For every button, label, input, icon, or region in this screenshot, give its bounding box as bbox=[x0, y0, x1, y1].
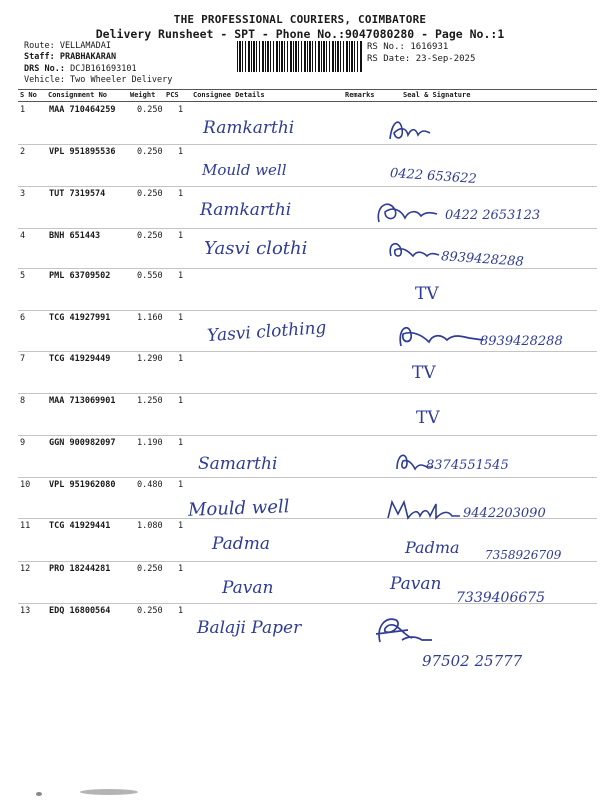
row-weight: 0.480 bbox=[137, 480, 163, 490]
consignee-name: Padma bbox=[212, 534, 270, 554]
signature bbox=[395, 318, 487, 352]
row-pcs: 1 bbox=[178, 231, 184, 241]
row-weight: 0.250 bbox=[137, 564, 163, 574]
col-consignment: Consignment No bbox=[48, 91, 108, 99]
row-sno: 5 bbox=[20, 271, 26, 281]
table-header bbox=[18, 90, 597, 102]
runsheet-table bbox=[18, 89, 597, 785]
drs-value: DCJB161693101 bbox=[70, 64, 137, 74]
row-sno: 10 bbox=[20, 480, 31, 490]
signature bbox=[385, 236, 441, 264]
rs-number: RS No.: 1616931 bbox=[367, 42, 449, 52]
col-weight: Weight bbox=[130, 91, 156, 99]
signature bbox=[384, 496, 462, 524]
ink-dot bbox=[36, 792, 42, 796]
row-consignment: MAA 713069901 bbox=[49, 396, 116, 406]
phone-number: 7339406675 bbox=[456, 590, 546, 606]
row-sno: 1 bbox=[20, 105, 26, 115]
consignee-name: Balaji Paper bbox=[197, 618, 302, 638]
row-consignment: PRO 18244281 bbox=[49, 564, 111, 574]
row-weight: 0.250 bbox=[137, 105, 163, 115]
table-row bbox=[18, 144, 597, 187]
table-row bbox=[18, 102, 597, 145]
consignee-name: Pavan bbox=[222, 578, 274, 598]
row-pcs: 1 bbox=[178, 271, 184, 281]
staff-line bbox=[24, 52, 116, 62]
company-name: THE PROFESSIONAL COURIERS, COIMBATORE bbox=[173, 13, 427, 26]
tv-mark: TV bbox=[412, 363, 436, 383]
row-consignment: MAA 710464259 bbox=[49, 105, 116, 115]
drs-label: DRS No.: bbox=[24, 64, 65, 74]
signature-text: Padma bbox=[405, 538, 460, 557]
vehicle-line: Vehicle: Two Wheeler Delivery bbox=[24, 75, 173, 85]
row-consignment: GGN 900982097 bbox=[49, 438, 116, 448]
row-pcs: 1 bbox=[178, 606, 184, 616]
phone-number: 8374551545 bbox=[426, 458, 509, 473]
row-pcs: 1 bbox=[178, 147, 184, 157]
rs-date: RS Date: 23-Sep-2025 bbox=[367, 54, 476, 64]
phone-number: 8939428288 bbox=[440, 249, 525, 270]
table-row bbox=[18, 393, 597, 436]
signature bbox=[373, 196, 441, 228]
row-weight: 1.160 bbox=[137, 313, 163, 323]
consignee-name: Ramkarthi bbox=[203, 118, 295, 138]
col-remarks: Remarks bbox=[345, 91, 375, 99]
row-consignment: EDQ 16800564 bbox=[49, 606, 111, 616]
row-weight: 0.250 bbox=[137, 606, 163, 616]
phone-number: 0422 2653123 bbox=[445, 208, 541, 223]
table-row bbox=[18, 351, 597, 394]
row-pcs: 1 bbox=[178, 313, 184, 323]
row-pcs: 1 bbox=[178, 564, 184, 574]
phone-number: 0422 653622 bbox=[389, 165, 478, 188]
tv-mark: TV bbox=[416, 408, 440, 428]
route-line: Route: VELLAMADAI bbox=[24, 41, 111, 51]
consignee-name: Samarthi bbox=[198, 454, 278, 474]
consignee-name: Ramkarthi bbox=[200, 200, 292, 220]
row-pcs: 1 bbox=[178, 189, 184, 199]
row-consignment: BNH 651443 bbox=[49, 231, 101, 241]
phone-number: 8939428288 bbox=[480, 334, 563, 349]
row-weight: 1.080 bbox=[137, 521, 163, 531]
signature-text: Pavan bbox=[390, 574, 442, 594]
row-consignment: TCG 41929449 bbox=[49, 354, 111, 364]
staff-label: Staff: bbox=[24, 52, 55, 62]
ink-smudge bbox=[80, 789, 138, 795]
signature bbox=[372, 612, 436, 648]
row-pcs: 1 bbox=[178, 480, 184, 490]
row-weight: 0.250 bbox=[137, 147, 163, 157]
row-pcs: 1 bbox=[178, 438, 184, 448]
phone-number: 9442203090 bbox=[463, 506, 546, 521]
row-consignment: TCG 41927991 bbox=[49, 313, 111, 323]
table-row bbox=[18, 603, 597, 783]
col-seal: Seal & Signature bbox=[403, 91, 471, 99]
row-sno: 13 bbox=[20, 606, 31, 616]
col-sno: S No bbox=[20, 91, 37, 99]
phone-number: 97502 25777 bbox=[422, 652, 523, 670]
row-weight: 1.190 bbox=[137, 438, 163, 448]
consignee-name: Yasvi clothi bbox=[204, 238, 308, 259]
phone-number: 7358926709 bbox=[485, 548, 562, 562]
row-pcs: 1 bbox=[178, 105, 184, 115]
row-sno: 4 bbox=[20, 231, 26, 241]
row-sno: 11 bbox=[20, 521, 31, 531]
col-pcs: PCS bbox=[166, 91, 179, 99]
signature bbox=[386, 115, 438, 145]
row-sno: 8 bbox=[20, 396, 26, 406]
table-row bbox=[18, 268, 597, 311]
row-weight: 1.250 bbox=[137, 396, 163, 406]
row-sno: 3 bbox=[20, 189, 26, 199]
consignee-name: Mould well bbox=[202, 161, 287, 179]
row-weight: 1.290 bbox=[137, 354, 163, 364]
row-consignment: PML 63709502 bbox=[49, 271, 111, 281]
row-consignment: VPL 951895536 bbox=[49, 147, 116, 157]
staff-value: PRABHAKARAN bbox=[59, 52, 117, 62]
runsheet-title: Delivery Runsheet - SPT - Phone No.:9047080280 - Page No.:1 bbox=[95, 27, 505, 41]
drs-line bbox=[24, 64, 137, 74]
row-consignment: TUT 7319574 bbox=[49, 189, 106, 199]
row-weight: 0.550 bbox=[137, 271, 163, 281]
consignee-name: Yasvi clothing bbox=[206, 317, 328, 347]
row-consignment: VPL 951962080 bbox=[49, 480, 116, 490]
row-consignment: TCG 41929441 bbox=[49, 521, 111, 531]
table-row bbox=[18, 435, 597, 478]
col-consignee: Consignee Details bbox=[193, 91, 265, 99]
tv-mark: TV bbox=[415, 284, 439, 304]
consignee-name: Mould well bbox=[187, 496, 290, 521]
row-sno: 2 bbox=[20, 147, 26, 157]
row-sno: 12 bbox=[20, 564, 31, 574]
row-weight: 0.250 bbox=[137, 231, 163, 241]
row-weight: 0.250 bbox=[137, 189, 163, 199]
row-sno: 9 bbox=[20, 438, 26, 448]
row-pcs: 1 bbox=[178, 396, 184, 406]
row-sno: 6 bbox=[20, 313, 26, 323]
row-sno: 7 bbox=[20, 354, 26, 364]
barcode bbox=[237, 41, 362, 72]
row-pcs: 1 bbox=[178, 354, 184, 364]
row-pcs: 1 bbox=[178, 521, 184, 531]
